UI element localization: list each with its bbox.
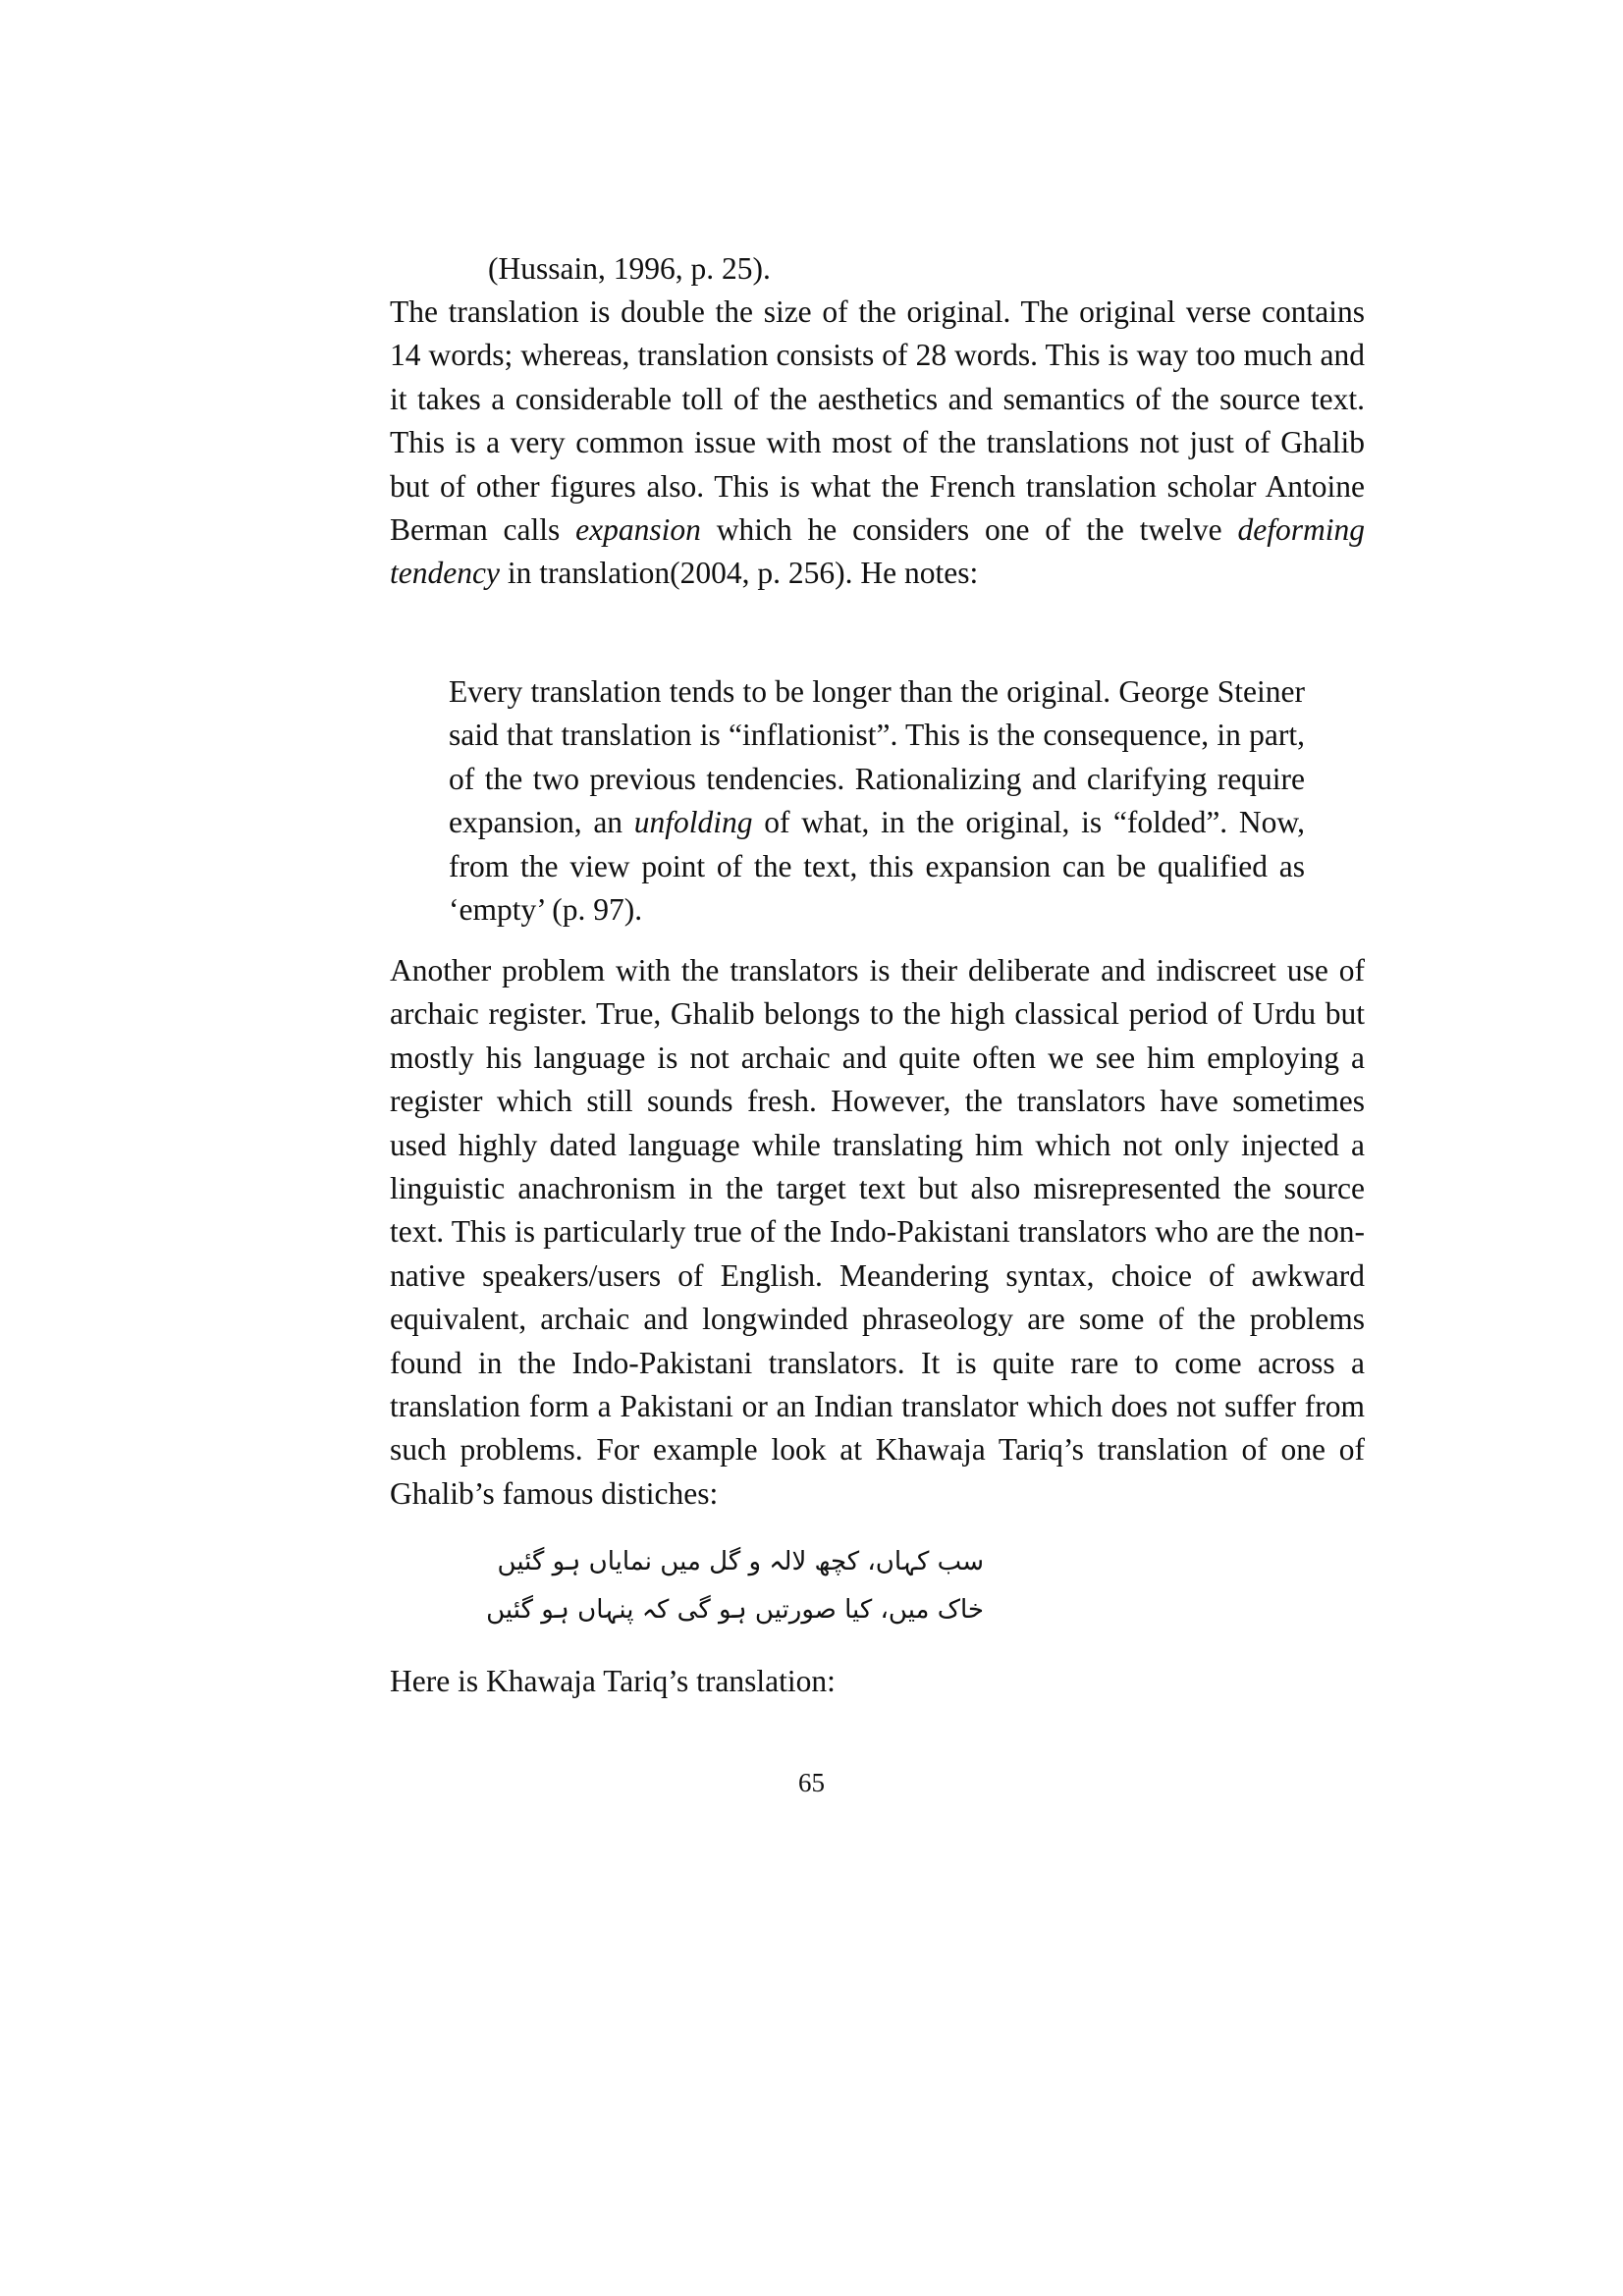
urdu-verse-line-2: خاک میں، کیا صورتیں ہو گی کہ پنہاں ہو گئیں xyxy=(486,1595,984,1625)
term-unfolding: unfolding xyxy=(633,805,753,840)
body-paragraph-2: Another problem with the translators is their deliberate and indiscreet use of archaic register. True, Ghalib belongs to the high classical period of Urdu but mostly his language is not archaic and quite often we see him employing a register which still sounds fresh. However, the translators have sometimes used highly dated language while translating him which not only injected a linguistic anachronism in the target text but also misrepresented the source text. This is particularly true of the Indo-Pakistani translators who are the non-native speakers/users of English. Meandering syntax, choice of awkward equivalent, archaic and longwinded phraseology are some of the problems found in the Indo-Pakistani translators. It is quite rare to come across a translation form a Pakistani or an Indian translator which does not suffer from such problems. For example look at Khawaja Tariq’s translation of one of Ghalib’s famous distiches: xyxy=(390,953,1365,1511)
term-deforming-tendency: deforming tendency xyxy=(390,512,1365,591)
body-paragraph-1 xyxy=(390,291,1365,596)
block-quote-text-b: of what, in the original, is “folded”. Now, from the view point of the text, this expansion can be qualified as ‘empty’ (p. 97). xyxy=(449,805,1305,928)
page-number: 65 xyxy=(798,1768,825,1797)
paragraph-1-text-c: in translation(2004, p. 256). He notes: xyxy=(499,556,979,591)
term-expansion: expansion xyxy=(575,512,701,548)
urdu-verse-line-1: سب کہاں، کچھ لالہ و گل میں نمایاں ہو گئیں xyxy=(497,1547,984,1576)
block-quote-text-a: Every translation tends to be longer than the original. George Steiner said that translation is “inflationist”. This is the consequence, in part, of the two previous tendencies. Rationalizing and clarifying require expansion, an xyxy=(449,674,1305,840)
citation-line: (Hussain, 1996, p. 25). xyxy=(488,251,771,286)
paragraph-1-text-b: which he considers one of the twelve xyxy=(700,512,1238,548)
closing-line: Here is Khawaja Tariq’s translation: xyxy=(390,1664,836,1698)
block-quote xyxy=(449,670,1305,932)
paragraph-1-text-a: The translation is double the size of the original. The original verse contains 14 words; whereas, translation consists of 28 words. This is way too much and it takes a considerable toll of the aesthetics and semantics of the source text. This is a very common issue with most of the translations not just of Ghalib but of other figures also. This is what the French translation scholar Antoine Berman calls xyxy=(390,294,1365,548)
